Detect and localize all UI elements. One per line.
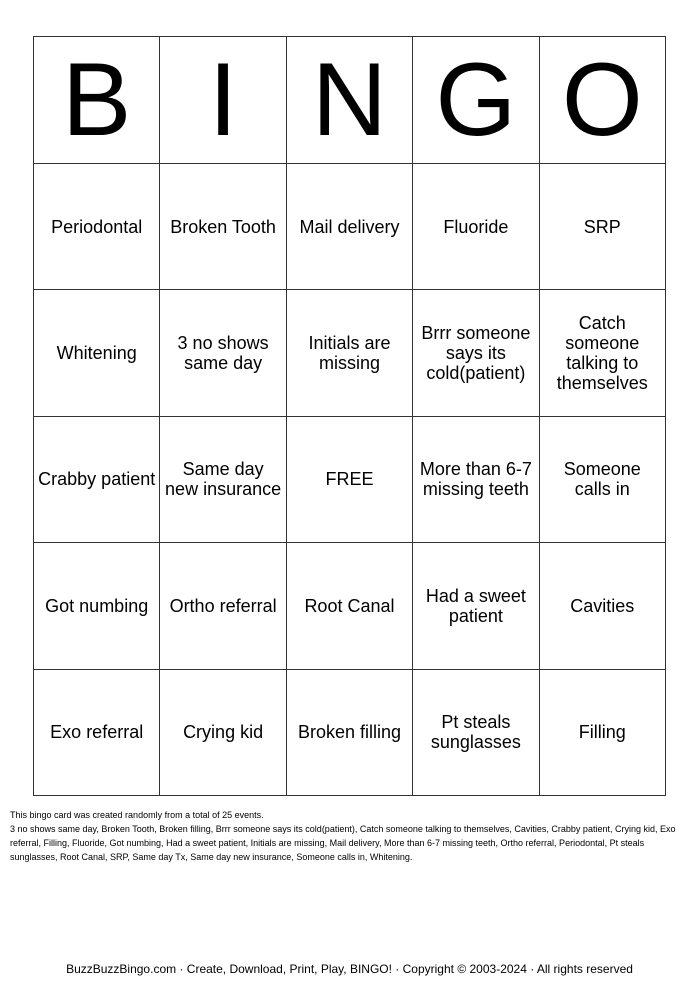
bingo-cell: Someone calls in — [539, 416, 665, 542]
bingo-row — [34, 290, 666, 416]
header-letter-n: N — [286, 37, 412, 164]
bingo-cell: Whitening — [34, 290, 160, 416]
bingo-cell: Crying kid — [160, 669, 286, 795]
bingo-cell: Had a sweet patient — [413, 543, 539, 669]
bingo-cell: Broken Tooth — [160, 164, 286, 290]
bingo-cell: Exo referral — [34, 669, 160, 795]
bingo-cell: Pt steals sunglasses — [413, 669, 539, 795]
bingo-cell: Fluoride — [413, 164, 539, 290]
bingo-cell: Ortho referral — [160, 543, 286, 669]
bingo-card — [33, 36, 666, 796]
bingo-cell: Same day new insurance — [160, 416, 286, 542]
bingo-cell: Catch someone talking to themselves — [539, 290, 665, 416]
bingo-cell: Initials are missing — [286, 290, 412, 416]
bingo-row — [34, 543, 666, 669]
header-letter-b: B — [34, 37, 160, 164]
bingo-row — [34, 416, 666, 542]
event-list-footnote — [10, 808, 688, 864]
bingo-row — [34, 164, 666, 290]
bingo-cell: Broken filling — [286, 669, 412, 795]
free-space-cell: FREE — [286, 416, 412, 542]
header-letter-g: G — [413, 37, 539, 164]
header-letter-o: O — [539, 37, 665, 164]
bingo-cell: Periodontal — [34, 164, 160, 290]
bingo-header-row — [34, 37, 666, 164]
copyright-footer: BuzzBuzzBingo.com · Create, Download, Print, Play, BINGO! · Copyright © 2003-2024 · All rights reserved — [66, 962, 633, 976]
bingo-cell: Mail delivery — [286, 164, 412, 290]
bingo-cell: SRP — [539, 164, 665, 290]
bingo-row — [34, 669, 666, 795]
bingo-cell: Filling — [539, 669, 665, 795]
bingo-cell: More than 6-7 missing teeth — [413, 416, 539, 542]
bingo-cell: Root Canal — [286, 543, 412, 669]
bingo-cell: Got numbing — [34, 543, 160, 669]
bingo-cell: 3 no shows same day — [160, 290, 286, 416]
bingo-cell: Cavities — [539, 543, 665, 669]
bingo-cell: Crabby patient — [34, 416, 160, 542]
bingo-cell: Brrr someone says its cold(patient) — [413, 290, 539, 416]
footnote-events: 3 no shows same day, Broken Tooth, Broken filling, Brrr someone says its cold(patient), Catch someone talking to themselves, Cavities, Crabby patient, Crying kid, Exo referral, Filling, Fluoride, Got numbing, Had a sweet patient, Initials are missing, Mail delivery, More than 6-7 missing teeth, Ortho referral, Periodontal, Pt steals sunglasses, Root Canal, SRP, Same day Tx, Same day new insurance, Someone calls in, Whitening. — [10, 824, 676, 862]
footnote-intro: This bingo card was created randomly from a total of 25 events. — [10, 810, 264, 820]
header-letter-i: I — [160, 37, 286, 164]
